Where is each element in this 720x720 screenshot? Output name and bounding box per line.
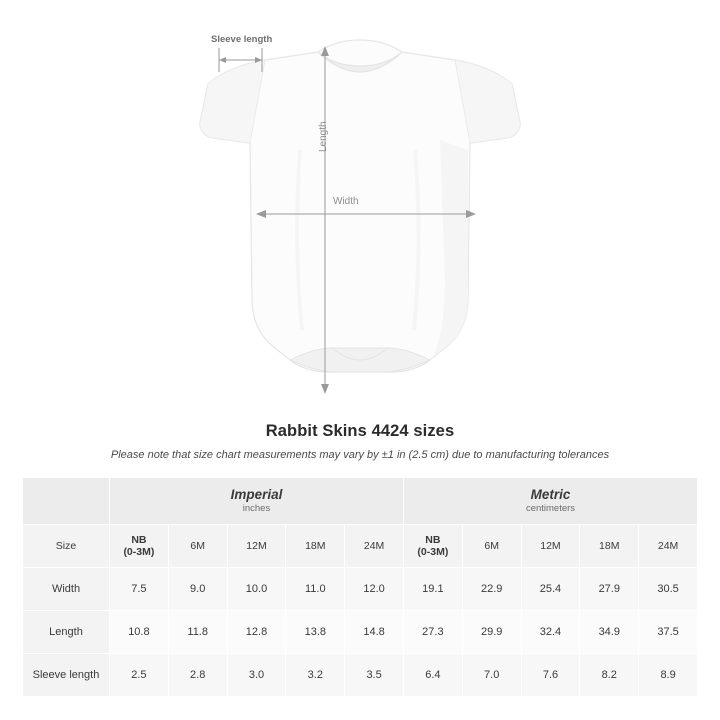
unit-group-imperial-sub: inches	[242, 502, 271, 514]
table-row	[23, 654, 698, 697]
cell-width-4: 12.0	[345, 568, 404, 611]
cell-width-8: 27.9	[580, 568, 639, 611]
cell-length-6: 29.9	[462, 611, 521, 654]
header-col-5-label: NB	[425, 534, 441, 546]
tolerance-note: Please note that size chart measurements may vary by ±1 in (2.5 cm) due to manufacturing tolerances	[110, 449, 610, 461]
header-col-2: 12M	[227, 525, 286, 568]
header-col-5	[403, 525, 462, 568]
size-table-body	[23, 478, 698, 697]
cell-sleeve-9: 8.9	[639, 654, 698, 697]
header-col-0	[110, 525, 169, 568]
cell-width-6: 22.9	[462, 568, 521, 611]
unit-group-metric	[403, 478, 697, 525]
cell-length-3: 13.8	[286, 611, 345, 654]
cell-sleeve-1: 2.8	[168, 654, 227, 697]
cell-width-3: 11.0	[286, 568, 345, 611]
cell-sleeve-4: 3.5	[345, 654, 404, 697]
width-dimension-label: Width	[333, 196, 359, 207]
cell-sleeve-8: 8.2	[580, 654, 639, 697]
table-row	[23, 611, 698, 654]
bodysuit-shape	[200, 40, 520, 372]
row-label-length: Length	[23, 611, 110, 654]
cell-sleeve-7: 7.6	[521, 654, 580, 697]
cell-sleeve-3: 3.2	[286, 654, 345, 697]
cell-width-5: 19.1	[403, 568, 462, 611]
cell-width-0: 7.5	[110, 568, 169, 611]
header-col-9: 24M	[639, 525, 698, 568]
header-col-8: 18M	[580, 525, 639, 568]
cell-width-1: 9.0	[168, 568, 227, 611]
row-label-sleeve-length: Sleeve length	[23, 654, 110, 697]
table-row	[23, 568, 698, 611]
header-col-6: 6M	[462, 525, 521, 568]
cell-sleeve-6: 7.0	[462, 654, 521, 697]
cell-length-2: 12.8	[227, 611, 286, 654]
size-table-container	[0, 477, 720, 697]
cell-length-9: 37.5	[639, 611, 698, 654]
header-col-1: 6M	[168, 525, 227, 568]
cell-sleeve-0: 2.5	[110, 654, 169, 697]
size-chart-table	[22, 477, 698, 697]
unit-group-row	[23, 478, 698, 525]
cell-length-8: 34.9	[580, 611, 639, 654]
unit-group-imperial-name: Imperial	[230, 486, 283, 502]
row-label-width: Width	[23, 568, 110, 611]
cell-length-5: 27.3	[403, 611, 462, 654]
cell-width-9: 30.5	[639, 568, 698, 611]
length-dimension-label: Length	[318, 121, 329, 152]
cell-sleeve-2: 3.0	[227, 654, 286, 697]
cell-sleeve-5: 6.4	[403, 654, 462, 697]
cell-length-0: 10.8	[110, 611, 169, 654]
unit-group-imperial	[110, 478, 404, 525]
unit-group-metric-name: Metric	[530, 486, 571, 502]
cell-length-7: 32.4	[521, 611, 580, 654]
unit-row-spacer	[23, 478, 110, 525]
cell-length-4: 14.8	[345, 611, 404, 654]
header-size: Size	[23, 525, 110, 568]
header-col-0-sub: (0-3M)	[123, 546, 155, 558]
header-col-4: 24M	[345, 525, 404, 568]
sleeve-length-dimension-label: Sleeve length	[211, 34, 273, 45]
unit-group-metric-sub: centimeters	[525, 502, 576, 514]
cell-width-7: 25.4	[521, 568, 580, 611]
cell-width-2: 10.0	[227, 568, 286, 611]
header-col-0-label: NB	[131, 534, 147, 546]
header-col-7: 12M	[521, 525, 580, 568]
header-col-3: 18M	[286, 525, 345, 568]
column-header-row	[23, 525, 698, 568]
header-col-5-sub: (0-3M)	[417, 546, 449, 558]
page-title: Rabbit Skins 4424 sizes	[265, 422, 455, 440]
title-block	[0, 422, 720, 461]
cell-length-1: 11.8	[168, 611, 227, 654]
